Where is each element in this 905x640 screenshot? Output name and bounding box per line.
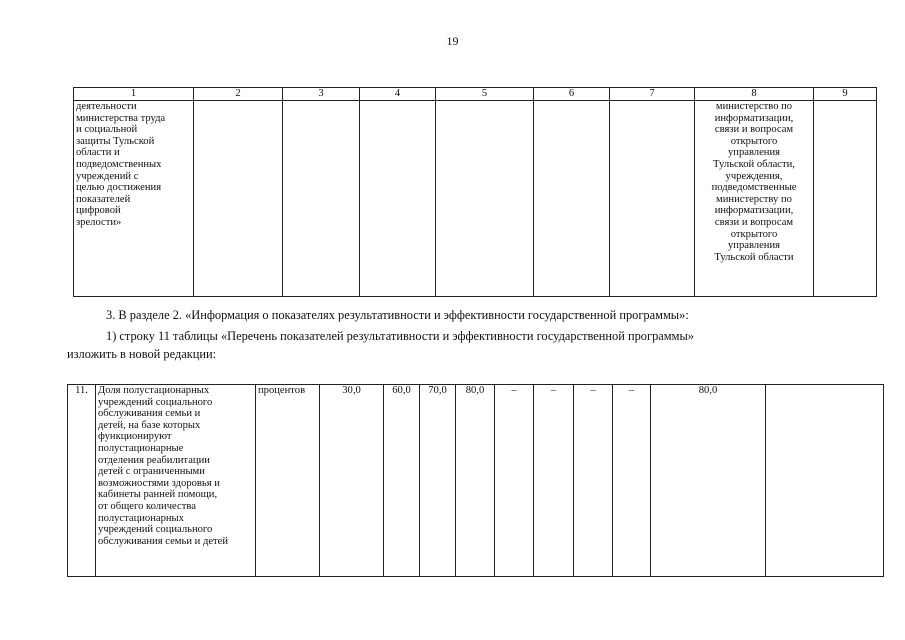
table-row <box>74 101 877 297</box>
line: кабинеты ранней помощи, <box>98 489 218 501</box>
line: защиты Тульской <box>76 135 155 147</box>
line: министерства труда <box>76 112 166 124</box>
line: целью достижения <box>76 182 162 194</box>
line: детей с ограниченными <box>98 466 205 478</box>
line: области и <box>76 147 120 159</box>
empty-cell <box>534 101 610 297</box>
line: информатизации, <box>714 205 794 217</box>
line: подведомственные <box>711 182 797 194</box>
line: учреждений социального <box>98 524 213 536</box>
table-row <box>68 385 884 577</box>
line: функционируют <box>98 431 172 443</box>
indicator-name-cell <box>96 385 256 577</box>
table-header-row <box>74 88 877 101</box>
line: зрелости» <box>76 216 122 228</box>
value-cell: 70,0 <box>420 385 456 577</box>
target-value-cell: 80,0 <box>651 385 766 577</box>
subsection-paragraph-continuation: изложить в новой редакции: <box>67 347 217 361</box>
value-cell: – <box>574 385 613 577</box>
empty-cell <box>814 101 877 297</box>
line: полустационарных <box>98 512 184 524</box>
subsection-paragraph: 1) строку 11 таблицы «Перечень показателей результативности и эффективности государственной программы» <box>106 329 694 343</box>
empty-cell <box>194 101 283 297</box>
line: Тульской области <box>714 251 794 263</box>
line: обслуживания семьи и детей <box>98 535 229 547</box>
continuation-table <box>73 87 877 297</box>
header-cell: 1 <box>74 88 194 101</box>
header-cell: 6 <box>534 88 610 101</box>
line: учреждений с <box>76 170 139 182</box>
line: управления <box>727 240 781 252</box>
header-cell: 2 <box>194 88 283 101</box>
line: связи и вопросам <box>714 216 794 228</box>
section-paragraph: 3. В разделе 2. «Информация о показателях результативности и эффективности государственной программы»: <box>106 308 689 322</box>
indicator-table <box>67 384 884 577</box>
line: министерство по <box>715 101 793 112</box>
line: полустационарные <box>98 442 184 454</box>
line: открытого <box>730 228 778 240</box>
value-cell: – <box>534 385 574 577</box>
page-number: 19 <box>446 34 459 48</box>
header-cell: 9 <box>814 88 877 101</box>
line: цифровой <box>76 205 121 217</box>
line: управления <box>727 147 781 159</box>
line: учреждения, <box>725 170 783 182</box>
empty-cell <box>360 101 436 297</box>
line: Доля полустационарных <box>98 385 210 396</box>
row-number: 11. <box>68 385 96 577</box>
value-cell: – <box>495 385 534 577</box>
line: обслуживания семьи и <box>98 408 201 420</box>
responsible-executors-cell <box>695 101 814 297</box>
line: детей, на базе которых <box>98 419 201 431</box>
unit-cell: процентов <box>256 385 320 577</box>
empty-cell <box>610 101 695 297</box>
header-cell: 7 <box>610 88 695 101</box>
value-cell: 30,0 <box>320 385 384 577</box>
line: показателей <box>76 193 131 205</box>
line: подведомственных <box>76 158 162 170</box>
line: открытого <box>730 135 778 147</box>
line: и социальной <box>76 124 138 136</box>
line: учреждений социального <box>98 396 213 408</box>
line: отделения реабилитации <box>98 454 210 466</box>
activity-description-cell <box>74 101 194 297</box>
line: связи и вопросам <box>714 124 794 136</box>
line: возможностями здоровья и <box>98 477 220 489</box>
line: от общего количества <box>98 500 196 512</box>
header-cell: 8 <box>695 88 814 101</box>
line: министерству по <box>716 193 792 205</box>
value-cell: 80,0 <box>456 385 495 577</box>
value-cell: – <box>613 385 651 577</box>
empty-cell <box>436 101 534 297</box>
header-cell: 4 <box>360 88 436 101</box>
line: Тульской области, <box>713 158 795 170</box>
empty-cell <box>766 385 884 577</box>
line: информатизации, <box>714 112 794 124</box>
header-cell: 5 <box>436 88 534 101</box>
header-cell: 3 <box>283 88 360 101</box>
value-cell: 60,0 <box>384 385 420 577</box>
empty-cell <box>283 101 360 297</box>
line: деятельности <box>76 101 137 112</box>
